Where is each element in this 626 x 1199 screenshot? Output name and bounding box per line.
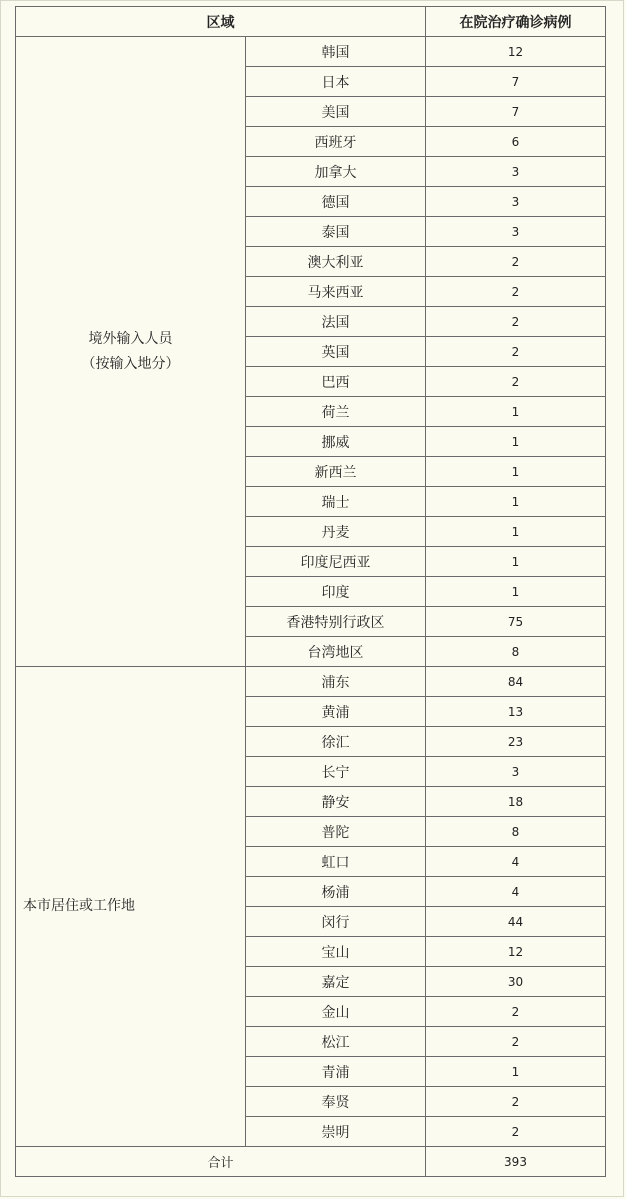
region-name: 徐汇 (246, 727, 426, 757)
case-count: 4 (426, 877, 606, 907)
total-label: 合计 (16, 1147, 426, 1177)
region-name: 西班牙 (246, 127, 426, 157)
case-count: 23 (426, 727, 606, 757)
region-name: 静安 (246, 787, 426, 817)
case-count: 18 (426, 787, 606, 817)
case-count: 2 (426, 367, 606, 397)
region-name: 闵行 (246, 907, 426, 937)
region-name: 长宁 (246, 757, 426, 787)
region-name: 马来西亚 (246, 277, 426, 307)
cases-table (15, 6, 606, 1177)
header-region: 区域 (16, 7, 426, 37)
region-name: 松江 (246, 1027, 426, 1057)
region-name: 台湾地区 (246, 637, 426, 667)
header-count: 在院治疗确诊病例 (426, 7, 606, 37)
table-row (16, 667, 606, 697)
region-name: 新西兰 (246, 457, 426, 487)
region-name: 崇明 (246, 1117, 426, 1147)
region-name: 澳大利亚 (246, 247, 426, 277)
region-name: 德国 (246, 187, 426, 217)
case-count: 2 (426, 247, 606, 277)
region-name: 英国 (246, 337, 426, 367)
region-name: 宝山 (246, 937, 426, 967)
case-count: 1 (426, 487, 606, 517)
case-count: 2 (426, 1027, 606, 1057)
region-name: 奉贤 (246, 1087, 426, 1117)
region-name: 杨浦 (246, 877, 426, 907)
case-count: 1 (426, 427, 606, 457)
case-count: 4 (426, 847, 606, 877)
case-count: 8 (426, 817, 606, 847)
case-count: 3 (426, 217, 606, 247)
region-name: 巴西 (246, 367, 426, 397)
case-count: 1 (426, 1057, 606, 1087)
case-count: 2 (426, 1117, 606, 1147)
case-count: 2 (426, 307, 606, 337)
table-body (16, 37, 606, 1147)
case-count: 3 (426, 757, 606, 787)
case-count: 7 (426, 97, 606, 127)
region-name: 青浦 (246, 1057, 426, 1087)
region-name: 虹口 (246, 847, 426, 877)
case-count: 2 (426, 337, 606, 367)
region-name: 金山 (246, 997, 426, 1027)
case-count: 3 (426, 157, 606, 187)
group-label-line1: 本市居住或工作地 (23, 898, 135, 914)
region-name: 黄浦 (246, 697, 426, 727)
table-header-row (16, 7, 606, 37)
case-count: 1 (426, 517, 606, 547)
case-count: 44 (426, 907, 606, 937)
case-count: 2 (426, 277, 606, 307)
case-count: 1 (426, 457, 606, 487)
case-count: 2 (426, 997, 606, 1027)
case-count: 12 (426, 37, 606, 67)
region-name: 挪威 (246, 427, 426, 457)
region-name: 瑞士 (246, 487, 426, 517)
case-count: 2 (426, 1087, 606, 1117)
region-name: 印度尼西亚 (246, 547, 426, 577)
table-row (16, 37, 606, 67)
region-name: 浦东 (246, 667, 426, 697)
region-name: 日本 (246, 67, 426, 97)
group-label-line1: 境外输入人员 (88, 330, 173, 347)
region-name: 韩国 (246, 37, 426, 67)
total-count: 393 (426, 1147, 606, 1177)
case-count: 75 (426, 607, 606, 637)
region-name: 泰国 (246, 217, 426, 247)
region-name: 嘉定 (246, 967, 426, 997)
case-count: 12 (426, 937, 606, 967)
case-count: 1 (426, 547, 606, 577)
region-name: 丹麦 (246, 517, 426, 547)
case-count: 8 (426, 637, 606, 667)
case-count: 84 (426, 667, 606, 697)
region-name: 加拿大 (246, 157, 426, 187)
region-name: 美国 (246, 97, 426, 127)
region-name: 荷兰 (246, 397, 426, 427)
case-count: 30 (426, 967, 606, 997)
region-name: 香港特别行政区 (246, 607, 426, 637)
group-label (16, 667, 246, 1147)
case-count: 1 (426, 397, 606, 427)
case-count: 7 (426, 67, 606, 97)
region-name: 普陀 (246, 817, 426, 847)
case-count: 6 (426, 127, 606, 157)
region-name: 法国 (246, 307, 426, 337)
case-count: 3 (426, 187, 606, 217)
group-label (16, 37, 246, 667)
region-name: 印度 (246, 577, 426, 607)
total-row (16, 1147, 606, 1177)
case-count: 13 (426, 697, 606, 727)
group-label-line2: （按输入地分） (81, 355, 180, 372)
case-count: 1 (426, 577, 606, 607)
